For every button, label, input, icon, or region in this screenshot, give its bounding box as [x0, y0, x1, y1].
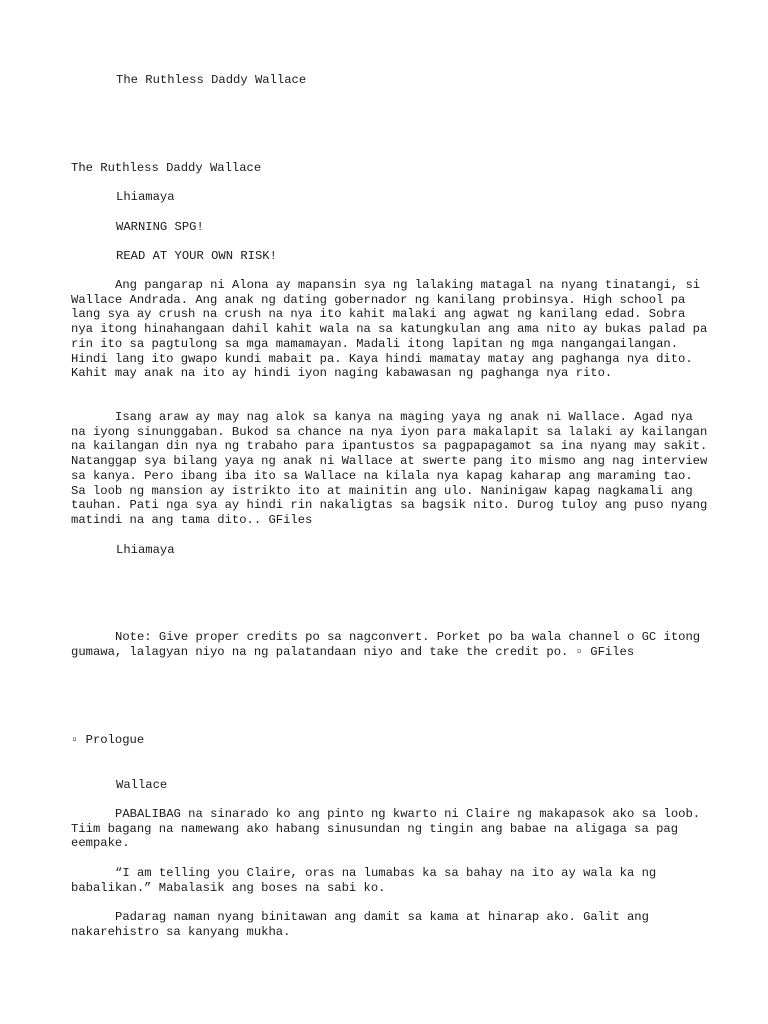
read-risk-text: READ AT YOUR OWN RISK! — [116, 249, 277, 263]
author-name-2: Lhiamaya — [116, 543, 175, 557]
story-paragraph-3: Padarag naman nyang binitawan ang damit sa kama at hinarap ako. Galit ang nakarehistro sa kanyang mukha. — [71, 910, 649, 939]
prologue-heading: ▫ Prologue — [71, 733, 145, 747]
synopsis-paragraph-1: Ang pangarap ni Alona ay mapansin sya ng lalaking matagal na nyang tinatangi, si Wallace Andrada. Ang anak ng dating gobernador ng kanilang probinsya. High school pa lang sya ay crush na crush na nya ito kahit malaki ang agwat ng kanilang edad. Sobra nya itong hinahangaan dahil kahit wala na sa katungkulan ang ama nito ay bukas palad pa rin ito sa pagtulong sa mga mamamayan. Madali itong lapitan ng mga nangangailangan. Hindi lang ito gwapo kundi mabait pa. Kaya hindi mamatay matay ang paghanga nya dito. Kahit may anak na ito ay hindi iyon naging kabawasan ng paghanga nya rito. — [71, 278, 708, 381]
story-paragraph-2: “I am telling you Claire, oras na lumabas ka sa bahay na ito ay wala ka ng babalikan.” Mabalasik ang boses na sabi ko. — [71, 866, 657, 895]
synopsis-paragraph-2: Isang araw ay may nag alok sa kanya na maging yaya ng anak ni Wallace. Agad nya na iyong sinunggaban. Bukod sa chance na nya iyon para makalapit sa lalaki ay kailangan na kailangan din nya ng trabaho para ipantustos sa pagpapagamot sa ina nyang may sakit. Natanggap sya bilang yaya ng anak ni Wallace at swerte pang ito mismo ang nag interview sa kanya. Pero ibang iba ito sa Wallace na kilala nya kapag kaharap ang maraming tao. Sa loob ng mansion ay istrikto ito at mainitin ang ulo. Naninigaw kapag nagkamali ang tauhan. Pati nga sya ay hindi rin nakaligtas sa bagsik nito. Durog tuloy ang puso nyang matindi na ang tama dito.. GFiles — [71, 410, 708, 527]
author-name: Lhiamaya — [116, 190, 175, 204]
credits-note: Note: Give proper credits po sa nagconvert. Porket po ba wala channel o GC itong gumawa, lalagyan niyo na ng palatandaan niyo and take the credit po. ▫ GFiles — [71, 630, 701, 659]
book-title: The Ruthless Daddy Wallace — [71, 161, 262, 175]
header-title: The Ruthless Daddy Wallace — [116, 73, 307, 87]
story-paragraph-1: PABALIBAG na sinarado ko ang pinto ng kwarto ni Claire ng makapasok ako sa loob. Tiim bagang na namewang ako habang sinusundan ng tingin ang babae na aligaga sa pag eempake. — [71, 807, 701, 851]
warning-text: WARNING SPG! — [116, 220, 204, 234]
pov-name: Wallace — [116, 778, 168, 792]
